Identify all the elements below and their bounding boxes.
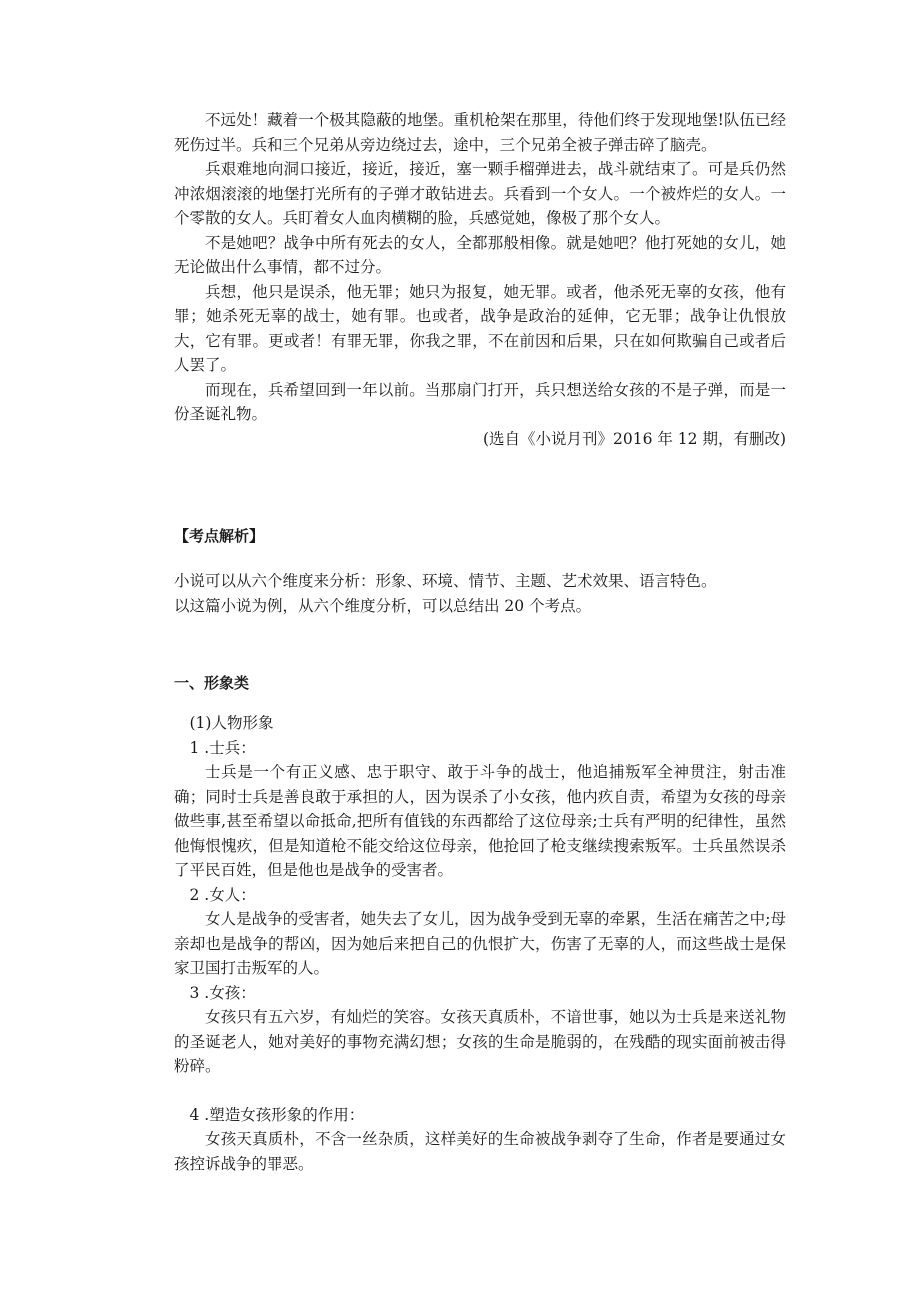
item-label: 1 .士兵：	[189, 738, 256, 757]
analysis-line: 小说可以从六个维度来分析：形象、环境、情节、主题、艺术效果、语言特色。	[174, 572, 717, 590]
analysis-heading: 【考点解析】	[174, 527, 265, 545]
item-label: 4 .塑造女孩形象的作用：	[189, 1105, 365, 1124]
item-label: 3 .女孩：	[189, 983, 256, 1002]
item-text: 女孩天真质朴，不含一丝杂质，这样美好的生命被战争剥夺了生命，作者是要通过女孩控诉战争的罪恶。	[174, 1130, 786, 1173]
story-source-citation: (选自《小说月刊》2016 年 12 期，有删改)	[482, 429, 786, 448]
analysis-intro	[174, 569, 786, 618]
story-paragraph: 不是她吧？战争中所有死去的女人，全都那般相像。就是她吧？他打死她的女儿，她无论做出什么事情，都不过分。	[174, 233, 786, 276]
spacer	[174, 1079, 786, 1103]
section-heading: 一、形象类	[174, 674, 250, 692]
story-paragraph: 不远处！藏着一个极其隐蔽的地堡。重机枪架在那里，待他们终于发现地堡!队伍已经死伤过半。兵和三个兄弟从旁边绕过去，途中，三个兄弟全被子弹击碎了脑壳。	[174, 111, 786, 154]
story-paragraph: 而现在，兵希望回到一年以前。当那扇门打开，兵只想送给女孩的不是子弹，而是一份圣诞礼物。	[174, 380, 786, 423]
story-paragraph: 兵艰难地向洞口接近，接近，接近，塞一颗手榴弹进去，战斗就结束了。可是兵仍然冲浓烟滚滚的地堡打光所有的子弹才敢钻进去。兵看到一个女人。一个被炸烂的女人。一个零散的女人。兵盯着女人血肉横糊的脸，兵感觉她，像极了那个女人。	[174, 160, 786, 227]
section-image-body	[174, 711, 786, 1176]
story-excerpt	[174, 108, 786, 451]
item-text: 女人是战争的受害者，她失去了女儿，因为战争受到无辜的牵累，生活在痛苦之中;母亲却也是战争的帮凶，因为她后来把自己的仇恨扩大，伤害了无辜的人，而这些战士是保家卫国打击叛军的人。	[174, 910, 786, 977]
subsection-heading: (1)人物形象	[189, 714, 274, 732]
item-text: 士兵是一个有正义感、忠于职守、敢于斗争的战士，他追捕叛军全神贯注，射击准确；同时士兵是善良敢于承担的人，因为误杀了小女孩，他内疚自责，希望为女孩的母亲做些事,甚至希望以命抵命,把所有值钱的东西都给了这位母亲;士兵有严明的纪律性，虽然他悔恨愧疚，但是知道枪不能交给这位母亲，他抢回了枪支继续搜索叛军。士兵虽然误杀了平民百姓，但是他也是战争的受害者。	[174, 763, 786, 879]
section-image-heading-wrap	[174, 671, 786, 696]
item-label: 2 .女人：	[189, 885, 256, 904]
item-text: 女孩只有五六岁，有灿烂的笑容。女孩天真质朴，不谙世事，她以为士兵是来送礼物的圣诞老人，她对美好的事物充满幻想；女孩的生命是脆弱的，在残酷的现实面前被击得粉碎。	[174, 1008, 786, 1075]
analysis-line: 以这篇小说为例，从六个维度分析，可以总结出 20 个考点。	[174, 596, 592, 615]
analysis-section	[174, 524, 786, 549]
story-paragraph: 兵想，他只是误杀，他无罪；她只为报复，她无罪。或者，他杀死无辜的女孩，他有罪；她杀死无辜的战士，她有罪。也或者，战争是政治的延伸，它无罪；战争让仇恨放大，它有罪。更或者！有罪无罪，你我之罪，不在前因和后果，只在如何欺骗自己或者后人罢了。	[174, 282, 786, 374]
